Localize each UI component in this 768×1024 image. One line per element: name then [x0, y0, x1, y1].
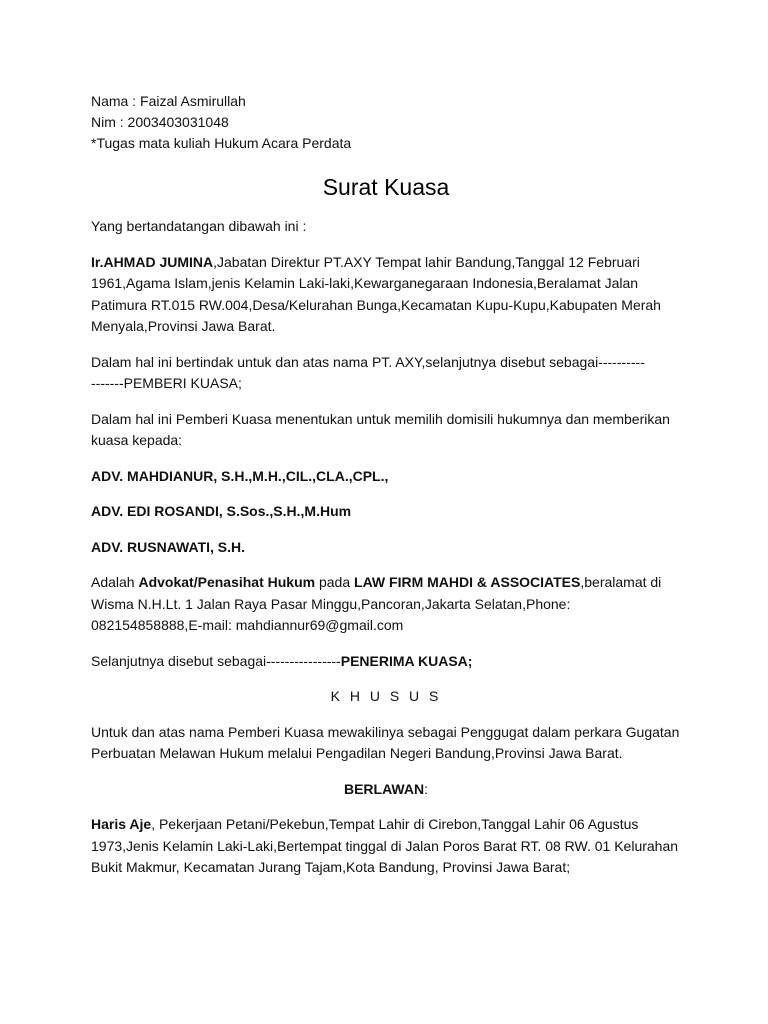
- recipient-label: PENERIMA KUASA;: [340, 652, 473, 669]
- purpose-paragraph: Untuk dan atas nama Pemberi Kuasa mewakilinya sebagai Penggugat dalam perkara Gugatan Perbuatan Melawan Hukum melalui Pengadilan Negeri Bandung,Provinsi Jawa Barat.: [91, 723, 680, 761]
- advocate-1: ADV. MAHDIANUR, S.H.,M.H.,CIL.,CLA.,CPL.,: [91, 467, 389, 484]
- acting-continuation: -------PEMBERI KUASA;: [91, 375, 242, 391]
- grantor-name: Ir.AHMAD JUMINA: [91, 253, 214, 270]
- domicile-paragraph: Dalam hal ini Pemberi Kuasa menentukan untuk memilih domisili hukumnya dan memberikan kuasa kepada:: [91, 410, 670, 448]
- acting-text: Dalam hal ini bertindak untuk dan atas nama PT. AXY,selanjutnya disebut sebagai----------: [91, 353, 645, 370]
- firm-role: Advokat/Penasihat Hukum: [138, 574, 316, 590]
- acting-paragraph: [91, 352, 681, 395]
- defendant-details: , Pekerjaan Petani/Pekebun,Tempat Lahir di Cirebon,Tanggal Lahir 06 Agustus 1973,Jenis Kelamin Laki-Laki,Bertempat tinggal di Jalan Poros Barat RT. 08 RW. 01 Kelurahan Bukit Makmur, Kecamatan Jurang Tajam,Kota Bandung, Provinsi Jawa Barat;: [91, 816, 679, 875]
- grantor-details: ,Jabatan Direktur PT.AXY Tempat lahir Bandung,Tanggal 12 Februari 1961,Agama Islam,jenis Kelamin Laki-laki,Kewarganegaraan Indonesia,Beralamat Jalan Patimura RT.015 RW.004,Desa/Kelurahan Bunga,Kecamatan Kupu-Kupu,Kabupaten Merah Menyala,Provinsi Jawa Barat.: [91, 253, 661, 334]
- special-heading: K H U S U S: [330, 688, 442, 704]
- grantor-paragraph: [91, 252, 681, 338]
- document-title: Surat Kuasa: [322, 174, 450, 200]
- student-name: Nama : Faizal Asmirullah: [91, 93, 246, 109]
- firm-address: ,beralamat di Wisma N.H.Lt. 1 Jalan Raya Pasar Minggu,Pancoran,Jakarta Selatan,Phone: 082154858888,E-mail: mahdiannur69@gmail.com: [91, 574, 662, 633]
- advocate-2: ADV. EDI ROSANDI, S.Sos.,S.H.,M.Hum: [91, 503, 352, 519]
- defendant-name: Haris Aje: [91, 816, 152, 832]
- opposing-label: BERLAWAN: [343, 780, 425, 797]
- firm-name: LAW FIRM MAHDI & ASSOCIATES: [354, 574, 581, 590]
- student-nim: Nim : 2003403031048: [91, 114, 229, 130]
- recipient-paragraph: [91, 651, 681, 673]
- opposing-heading: [91, 779, 681, 801]
- recipient-prefix: Selanjutnya disebut sebagai----------------: [91, 652, 341, 669]
- task-note: *Tugas mata kuliah Hukum Acara Perdata: [91, 135, 352, 151]
- intro-line: Yang bertandatangan dibawah ini :: [91, 218, 307, 234]
- advocate-3: ADV. RUSNAWATI, S.H.: [91, 538, 246, 555]
- firm-paragraph: [91, 572, 681, 637]
- firm-prefix: Adalah: [91, 574, 139, 590]
- firm-middle: pada: [315, 574, 355, 590]
- opposing-colon: :: [424, 780, 428, 797]
- document-body: [91, 91, 681, 879]
- defendant-paragraph: [91, 814, 681, 879]
